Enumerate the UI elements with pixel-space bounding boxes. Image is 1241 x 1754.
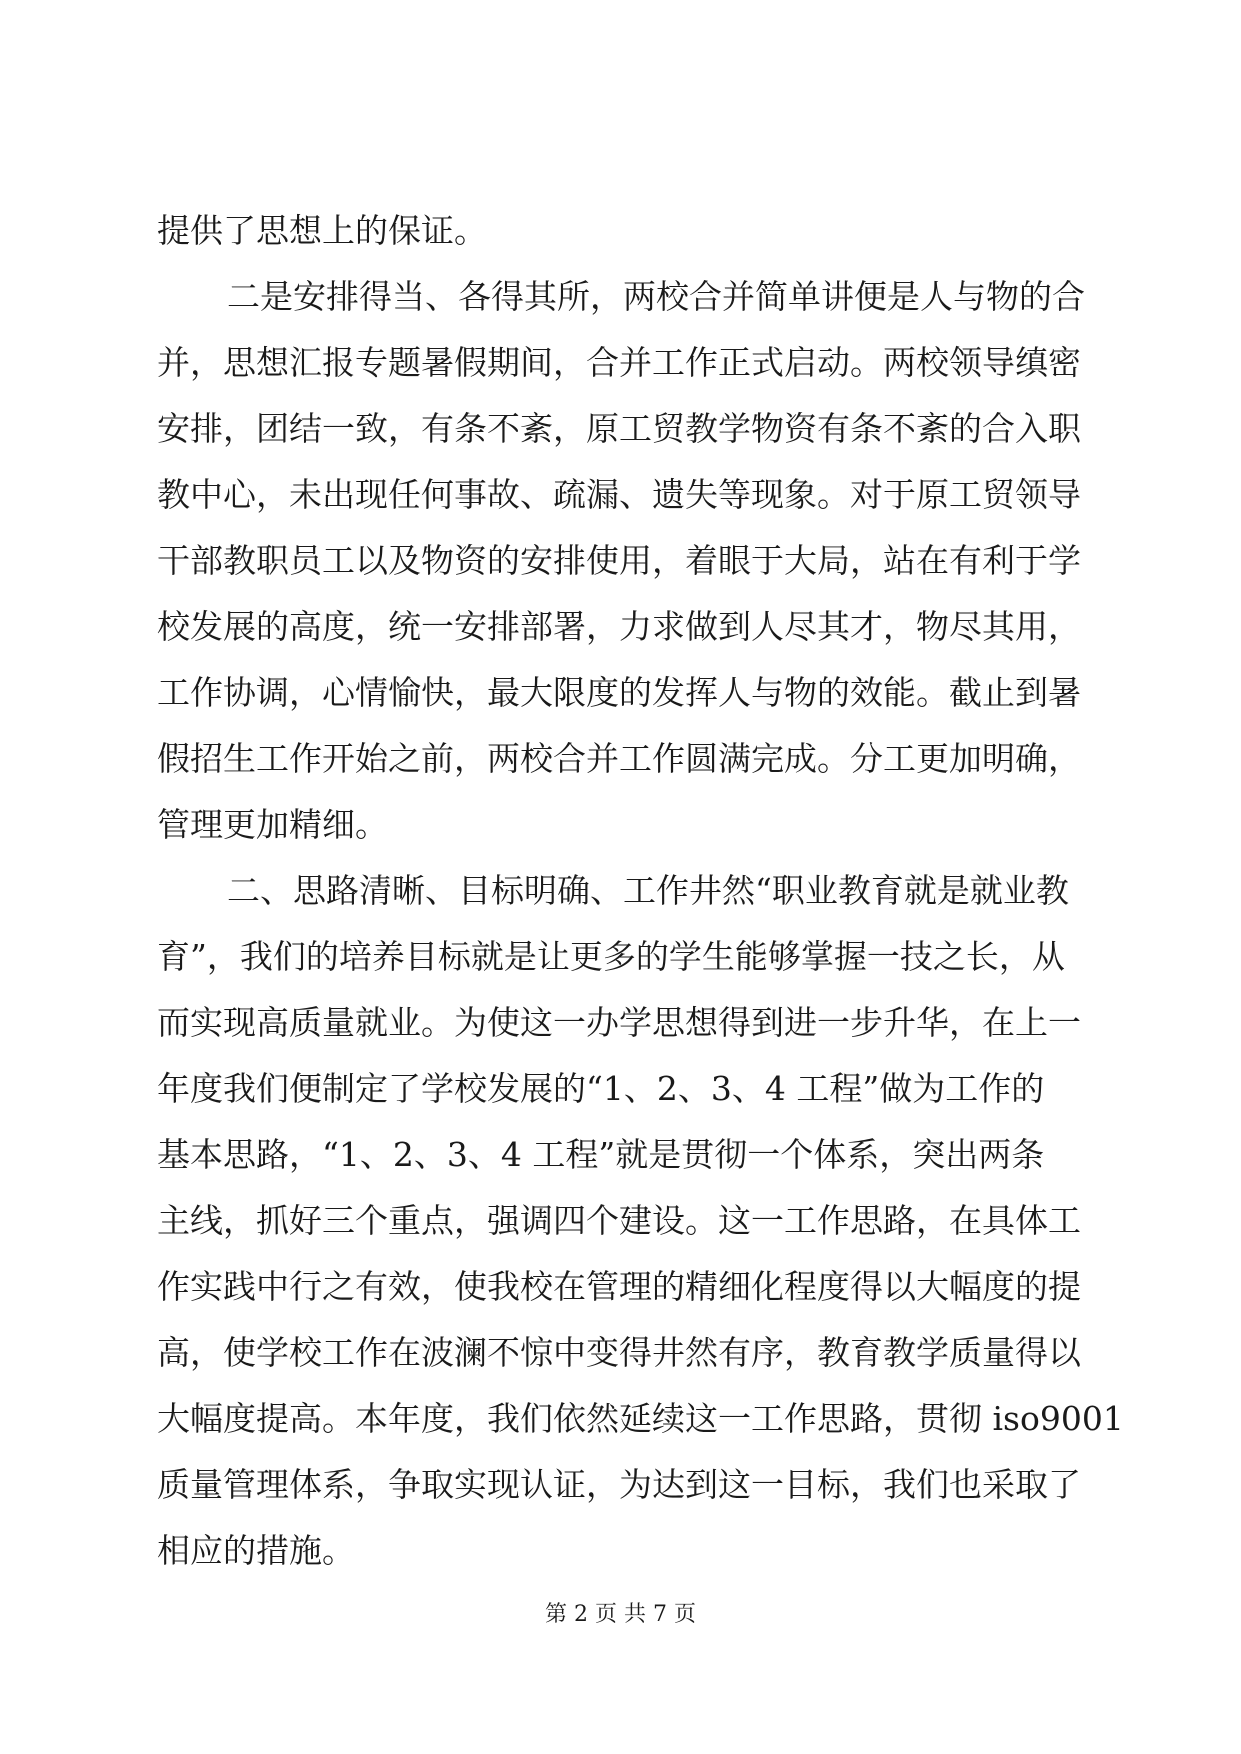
- text-line: 管理更加精细。: [157, 805, 388, 844]
- text-line: 提供了思想上的保证。: [157, 211, 487, 250]
- text-line: 年度我们便制定了学校发展的“1、2、3、4 工程”做为工作的: [157, 1069, 1045, 1108]
- text-line: 相应的措施。: [157, 1531, 355, 1570]
- text-line: 质量管理体系，争取实现认证，为达到这一目标，我们也采取了: [157, 1465, 1081, 1504]
- text-line: 高，使学校工作在波澜不惊中变得井然有序，教育教学质量得以: [157, 1333, 1081, 1372]
- text-line: 干部教职员工以及物资的安排使用，着眼于大局，站在有利于学: [157, 541, 1081, 580]
- text-line: 工作协调，心情愉快，最大限度的发挥人与物的效能。截止到暑: [157, 673, 1081, 712]
- text-line: 安排，团结一致，有条不紊，原工贸教学物资有条不紊的合入职: [157, 409, 1081, 448]
- text-line: 教中心，未出现任何事故、疏漏、遗失等现象。对于原工贸领导: [157, 475, 1081, 514]
- paragraph-start-line: 二是安排得当、各得其所，两校合并简单讲便是人与物的合: [227, 277, 1085, 316]
- text-line: 主线，抓好三个重点，强调四个建设。这一工作思路，在具体工: [157, 1201, 1081, 1240]
- page-number-footer: 第 2 页 共 7 页: [545, 1602, 696, 1627]
- text-line: 校发展的高度，统一安排部署，力求做到人尽其才，物尽其用，: [157, 607, 1081, 646]
- document-body: [157, 198, 1124, 1584]
- text-line: 而实现高质量就业。为使这一办学思想得到进一步升华，在上一: [157, 1003, 1081, 1042]
- text-line: 并，思想汇报专题暑假期间，合并工作正式启动。两校领导缜密: [157, 343, 1081, 382]
- paragraph-start-line: 二、思路清晰、目标明确、工作井然“职业教育就是就业教: [227, 871, 1069, 910]
- text-line: 假招生工作开始之前，两校合并工作圆满完成。分工更加明确，: [157, 739, 1081, 778]
- text-line: 大幅度提高。本年度，我们依然延续这一工作思路，贯彻 iso9001: [157, 1399, 1124, 1438]
- text-line: 作实践中行之有效，使我校在管理的精细化程度得以大幅度的提: [157, 1267, 1081, 1306]
- text-line: 育”，我们的培养目标就是让更多的学生能够掌握一技之长，从: [157, 937, 1065, 976]
- text-line: 基本思路，“1、2、3、4 工程”就是贯彻一个体系，突出两条: [157, 1135, 1045, 1174]
